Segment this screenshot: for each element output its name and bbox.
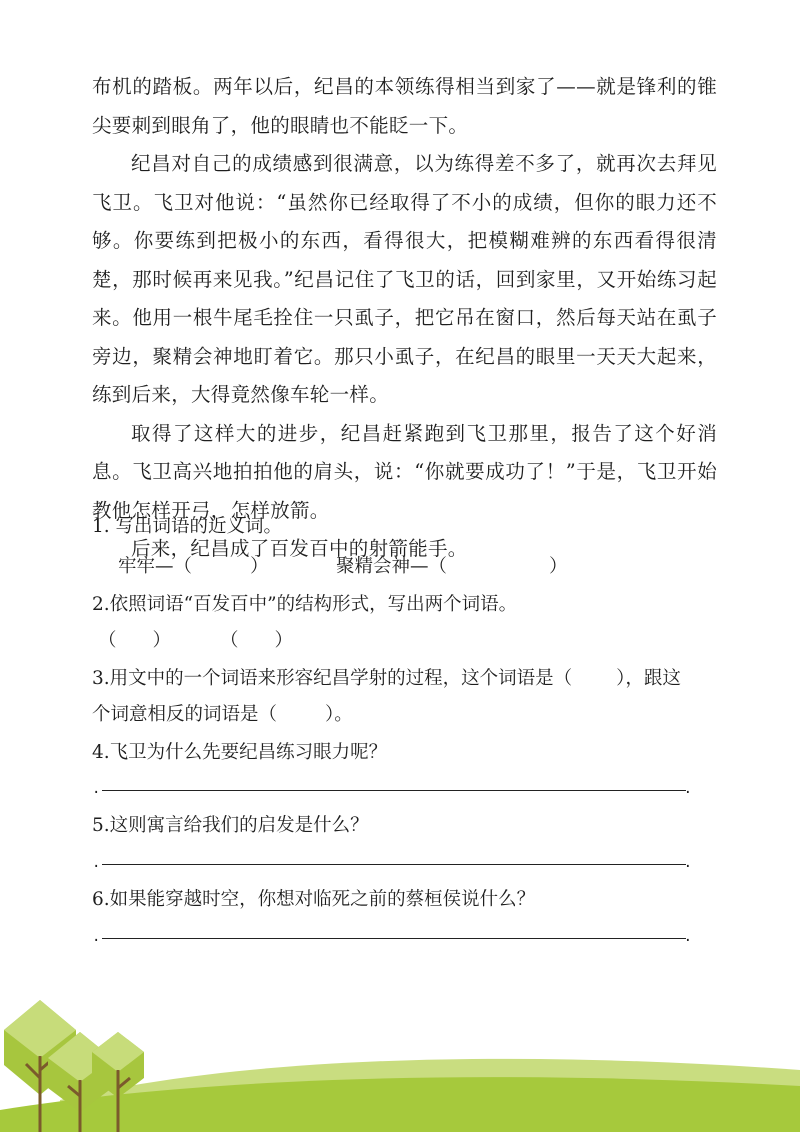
bracket-close: ） [274, 630, 294, 651]
answer-line-5[interactable] [92, 846, 692, 870]
answer-line-start: . [92, 929, 101, 945]
synonym-close-2: ） [549, 556, 568, 577]
question-1-prompt: 1. 写出词语的近义词。 [92, 516, 283, 537]
structure-blank-1 [98, 626, 171, 652]
answer-rule [102, 938, 686, 939]
bracket-close: ） [152, 630, 172, 651]
question-4-prompt: 4.飞卫为什么先要纪昌练习眼力呢？ [92, 742, 388, 763]
passage-paragraph-4: 后来，纪昌成了百发百中的射箭能手。 [131, 537, 468, 560]
structure-blank-2 [220, 626, 293, 652]
synonym-item-2 [336, 552, 568, 578]
answer-line-6[interactable] [92, 920, 692, 944]
question-6-prompt: 6.如果能穿越时空，你想对临死之前的蔡桓侯说什么？ [92, 889, 536, 910]
passage-paragraph-2: 纪昌对自己的成绩感到很满意，以为练得差不多了，就再次去拜见飞卫。飞卫对他说：“虽然你已经取得了不小的成绩，但你的眼力还不够。你要练到把极小的东西，看得很大，把模糊难辨的东西看得很清楚，那时候再来见我。”纪昌记住了飞卫的话，回到家里，又开始练习起来。他用一根牛尾毛拴住一只虱子，把它吊在窗口，然后每天站在虱子旁边，聚精会神地盯着它。那只小虱子，在纪昌的眼里一天天大起来，练到后来，大得竟然像车轮一样。 [92, 152, 717, 406]
tree-hill-decoration [0, 960, 800, 1132]
answer-line-end: . [683, 781, 692, 797]
answer-rule [102, 790, 686, 791]
synonym-item-1 [118, 552, 269, 578]
question-5-prompt: 5.这则寓言给我们的启发是什么？ [92, 815, 369, 836]
synonym-word-2: 聚精会神—（ [336, 556, 448, 577]
question-3-text-c: 个词意相反的词语是（ [92, 704, 278, 725]
question-3-line-1 [92, 664, 681, 690]
answer-line-end: . [683, 855, 692, 871]
reading-passage [92, 68, 717, 569]
answer-line-4[interactable] [92, 772, 692, 796]
passage-paragraph-1: 布机的踏板。两年以后，纪昌的本领练得相当到家了——就是锋利的锥尖要刺到眼角了，他的眼睛也不能眨一下。 [92, 75, 717, 137]
answer-line-end: . [683, 929, 692, 945]
synonym-word-1: 牢牢—（ [118, 556, 193, 577]
question-3-line-2 [92, 700, 353, 726]
bracket-open: （ [220, 630, 239, 651]
question-3-text-b: ），跟这 [616, 668, 681, 689]
passage-paragraph-3: 取得了这样大的进步，纪昌赶紧跑到飞卫那里，报告了这个好消息。飞卫高兴地拍拍他的肩头，说：“你就要成功了！”于是，飞卫开始教他怎样开弓，怎样放箭。 [92, 421, 717, 522]
answer-line-start: . [92, 855, 101, 871]
bracket-open: （ [98, 630, 117, 651]
answer-line-start: . [92, 781, 101, 797]
question-3-text-a: 3.用文中的一个词语来形容纪昌学射的过程，这个词语是（ [92, 668, 573, 689]
synonym-close-1: ） [250, 556, 269, 577]
question-3-text-d: ）。 [325, 704, 353, 725]
answer-rule [102, 864, 686, 865]
question-2-prompt: 2.依照词语“百发百中”的结构形式，写出两个词语。 [92, 594, 518, 615]
